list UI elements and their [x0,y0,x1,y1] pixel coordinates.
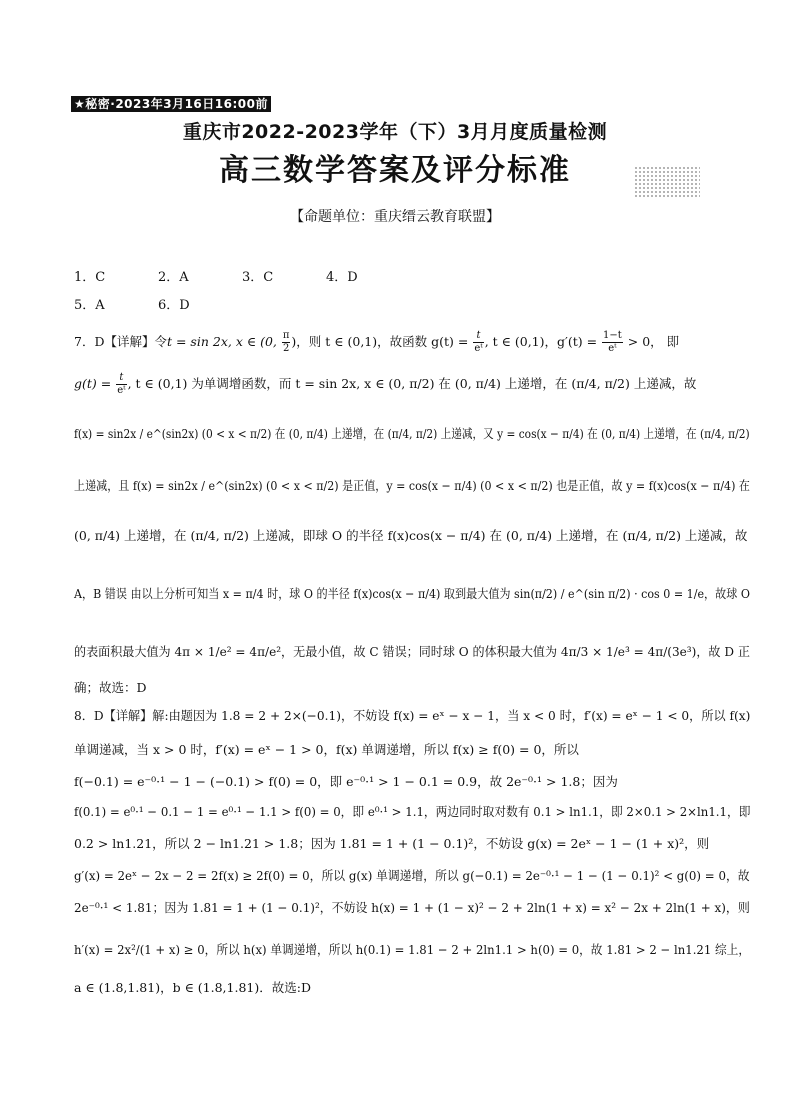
frac-den: eᵗ [117,385,126,396]
fraction [473,330,483,355]
q8-line-9: a ∈ (1.8,1.81)，b ∈ (1.8,1.81)．故选:D [74,980,311,995]
issuing-unit: 【命题单位：重庆缙云教育联盟】 [290,209,500,225]
answer-number: 5． [74,298,96,313]
answer-item [158,266,242,294]
frac-num: π [282,330,290,341]
answer-row-1 [74,266,410,294]
answer-number: 1． [74,270,96,285]
answer-number: 4． [326,270,348,285]
q7-line-5: (0, π/4) 上递增，在 (π/4, π/2) 上递减，即球 O 的半径 f(x)cos(x − π/4) 在 (0, π/4) 上递增，在 (π/4, π/2) 上递减，故 [74,528,748,543]
fraction [282,330,291,355]
document-title: 高三数学答案及评分标准 [219,153,571,188]
q7-line-7: 的表面积最大值为 4π × 1/e² = 4π/e²，无最小值，故 C 错误；同时球 O 的体积最大值为 4π/3 × 1/e³ = 4π/(3e³)，故 D 正 [74,644,750,659]
fraction [116,372,126,397]
q7-line-2 [74,372,724,397]
exam-title: 重庆市2022-2023学年（下）3月月度质量检测 [182,121,608,143]
q7-text: )，则 t ∈ (0,1)，故函数 g(t) = [291,334,473,349]
frac-num: t [116,372,126,385]
q7-text: , t ∈ (0,1)，g′(t) = [484,334,602,349]
q7-line-1 [74,330,724,355]
answer-list [74,266,410,322]
answer-item [74,266,158,294]
frac-num: t [473,330,483,343]
q7-line-8: 确；故选：D [74,680,147,695]
fraction [602,330,623,355]
answer-letter: A [95,298,105,313]
answer-item [326,266,410,294]
frac-den: 2 [282,343,290,354]
q8-line-4: f(0.1) = e⁰·¹ − 0.1 − 1 = e⁰·¹ − 1.1 > f(0) = 0，即 e⁰·¹ > 1.1，两边同时取对数有 0.1 > ln1.1，即 2×0.1 > 2×ln1.1，即 [74,804,751,819]
answer-letter: C [95,270,106,285]
q8-line-8: h′(x) = 2x²/(1 + x) ≥ 0，所以 h(x) 单调递增，所以 h(0.1) = 1.81 − 2 + 2ln1.1 > h(0) = 0，故 1.81 > 2 − ln1.21 综上， [74,942,751,957]
answer-item [74,294,158,322]
frac-den: eᵗ [608,343,617,354]
q7-text: t = sin 2x, x ∈ (0, [166,334,281,349]
q8-line-1: 8．D【详解】解:由题因为 1.8 = 2 + 2×(−0.1)，不妨设 f(x) = eˣ − x − 1，当 x < 0 时，f′(x) = eˣ − 1 < 0，所以 f(x) [74,708,751,723]
q8-line-3: f(−0.1) = e⁻⁰·¹ − 1 − (−0.1) > f(0) = 0，即 e⁻⁰·¹ > 1 − 0.1 = 0.9，故 2e⁻⁰·¹ > 1.8；因为 [74,774,618,789]
answer-number: 3． [242,270,264,285]
q7-line-6: A，B 错误 由以上分析可知当 x = π/4 时，球 O 的半径 f(x)cos(x − π/4) 取到最大值为 sin(π/2) / e^(sin π/2) · cos 0 = 1/e，故球 O [74,586,750,601]
answer-item [158,294,242,322]
answer-letter: C [263,270,274,285]
q8-line-5: 0.2 > ln1.21，所以 2 − ln1.21 > 1.8；因为 1.81 = 1 + (1 − 0.1)²，不妨设 g(x) = 2eˣ − 1 − (1 + x)²，则 [74,836,710,851]
answer-row-2 [74,294,410,322]
q8-line-6: g′(x) = 2eˣ − 2x − 2 = 2f(x) ≥ 2f(0) = 0，所以 g(x) 单调递增，所以 g(−0.1) = 2e⁻⁰·¹ − 1 − (1 − 0.1)² < g(0) = 0，故 [74,868,750,883]
q7-line-3: f(x) = sin2x / e^(sin2x) (0 < x < π/2) 在 (0, π/4) 上递增，在 (π/4, π/2) 上递减，又 y = cos(x − π/4) 在 (0, π/4) 上递增，在 (π/4, π/2) [74,426,750,441]
frac-num: 1−t [603,330,622,341]
q7-text: , t ∈ (0,1) 为单调增函数，而 t = sin 2x, x ∈ (0, π/2) 在 (0, π/4) 上递增，在 (π/4, π/2) 上递减，故 [127,376,697,391]
q7-heading: 7．D【详解】令 [74,334,167,349]
answer-letter: A [179,270,189,285]
frac-den: eᵗ [474,343,483,354]
q8-line-2: 单调递减，当 x > 0 时，f′(x) = eˣ − 1 > 0，f(x) 单调递增，所以 f(x) ≥ f(0) = 0，所以 [74,742,579,757]
answer-letter: D [179,298,190,313]
answer-number: 2． [158,270,180,285]
answer-letter: D [347,270,358,285]
answer-number: 6． [158,298,180,313]
confidential-label: ★秘密·2023年3月16日16:00前 [71,96,271,112]
q8-line-7: 2e⁻⁰·¹ < 1.81；因为 1.81 = 1 + (1 − 0.1)²，不妨设 h(x) = 1 + (1 − x)² − 2 + 2ln(1 + x) = x² − 2x + 2ln(1 + x)，则 [74,900,750,915]
q7-line-4: 上递减，且 f(x) = sin2x / e^(sin2x) (0 < x < π/2) 是正值，y = cos(x − π/4) (0 < x < π/2) 也是正值，故 y = f(x)cos(x − π/4) 在 [74,478,750,493]
q7-text: > 0， 即 [623,334,680,349]
q7-text: g(t) = [74,376,116,391]
answer-item [242,266,326,294]
dot-pattern-decoration [634,166,700,198]
